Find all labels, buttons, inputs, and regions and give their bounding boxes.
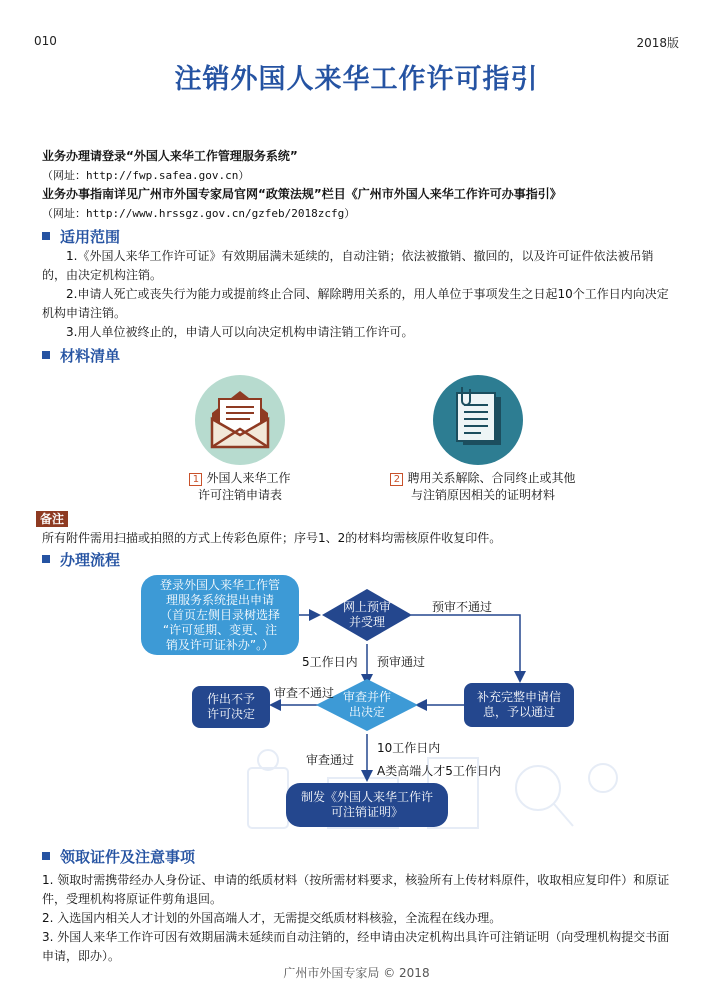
- note-text: 所有附件需用扫描或拍照的方式上传彩色原件；序号1、2的材料均需核原件收复印件。: [42, 531, 502, 545]
- section-process-heading: 办理流程: [42, 549, 120, 570]
- flow-end-box: 制发《外国人来华工作许 可注销证明》: [286, 783, 448, 827]
- flow-label-review-fail: 审查不通过: [274, 686, 335, 700]
- scope-item: 1.《外国人来华工作许可证》有效期届满未延续的，自动注销；依法被撤销、撤回的，以及许可证件依法被吊销的，由决定机构注销。: [42, 249, 654, 282]
- footer: 广州市外国专家局 © 2018: [283, 966, 430, 980]
- flow-reject-box: 作出不予 许可决定: [192, 686, 270, 728]
- flow-supplement-box: 补充完整申请信 息，予以通过: [464, 683, 574, 727]
- flow-label-precheck-pass: 预审通过: [377, 655, 426, 669]
- intro-line-1: 业务办理请登录“外国人来华工作管理服务系统”: [42, 149, 298, 163]
- material-item-2: 2 聘用关系解除、合同终止或其他 与注销原因相关的证明材料: [368, 470, 598, 504]
- intro-url-2[interactable]: （网址：http://www.hrssgz.gov.cn/gzfeb/2018zcfg）: [42, 207, 356, 220]
- intro-url-1[interactable]: （网址：http://fwp.safea.gov.cn）: [42, 169, 250, 182]
- collect-list: [42, 871, 672, 966]
- material-number: 2: [390, 473, 403, 486]
- scope-item: 2.申请人死亡或丧失行为能力或提前终止合同、解除聘用关系的，用人单位于事项发生之日起10个工作日内向决定机构申请注销。: [42, 287, 669, 320]
- intro-line-3: 业务办事指南详见广州市外国专家局官网“政策法规”栏目《广州市外国人来华工作许可办事指引》: [42, 187, 562, 201]
- section-materials-heading: 材料清单: [42, 345, 120, 366]
- flow-label-review-pass: 审查通过: [306, 753, 355, 767]
- material-item-1: 1 外国人来华工作 许可注销申请表: [170, 470, 310, 504]
- collect-item: 2. 入选国内相关人才计划的外国高端人才，无需提交纸质材料核验，全流程在线办理。: [42, 911, 502, 925]
- section-collect-heading: 领取证件及注意事项: [42, 846, 195, 867]
- flow-start-box: 登录外国人来华工作管 理服务系统提出申请 （首页左侧目录树选择 “许可延期、变更、注 销及许可证补办”。）: [141, 575, 299, 655]
- scope-item: 3.用人单位被终止的，申请人可以向决定机构申请注销工作许可。: [66, 325, 414, 339]
- flow-diamond-1-label: 网上预审 并受理: [342, 600, 391, 629]
- flow-label-precheck-fail: 预审不通过: [432, 600, 493, 614]
- collect-item: 1. 领取时需携带经办人身份证、申请的纸质材料（按所需材料要求，核验所有上传材料原件，收取相应复印件）和原证件，受理机构将原证件剪角退回。: [42, 873, 670, 906]
- flow-label-10days: 10工作日内: [377, 741, 441, 755]
- page-number: 010: [34, 34, 57, 48]
- section-bullet-icon: [42, 852, 50, 860]
- flow-diamond-2-label: 审查并作 出决定: [342, 690, 391, 719]
- collect-item: 3. 外国人来华工作许可因有效期届满未延续而自动注销的，经申请由决定机构出具许可注销证明（向受理机构提交书面申请，即办）。: [42, 930, 670, 963]
- material-number: 1: [189, 473, 202, 486]
- flow-label-a-class-5days: A类高端人才5工作日内: [377, 764, 501, 778]
- page-title: 注销外国人来华工作许可指引: [174, 64, 539, 95]
- flow-label-5days: 5工作日内: [302, 655, 358, 669]
- section-scope-heading: 适用范围: [42, 226, 120, 247]
- edition-label: 2018版: [636, 36, 679, 50]
- note-tag: 备注: [36, 511, 68, 527]
